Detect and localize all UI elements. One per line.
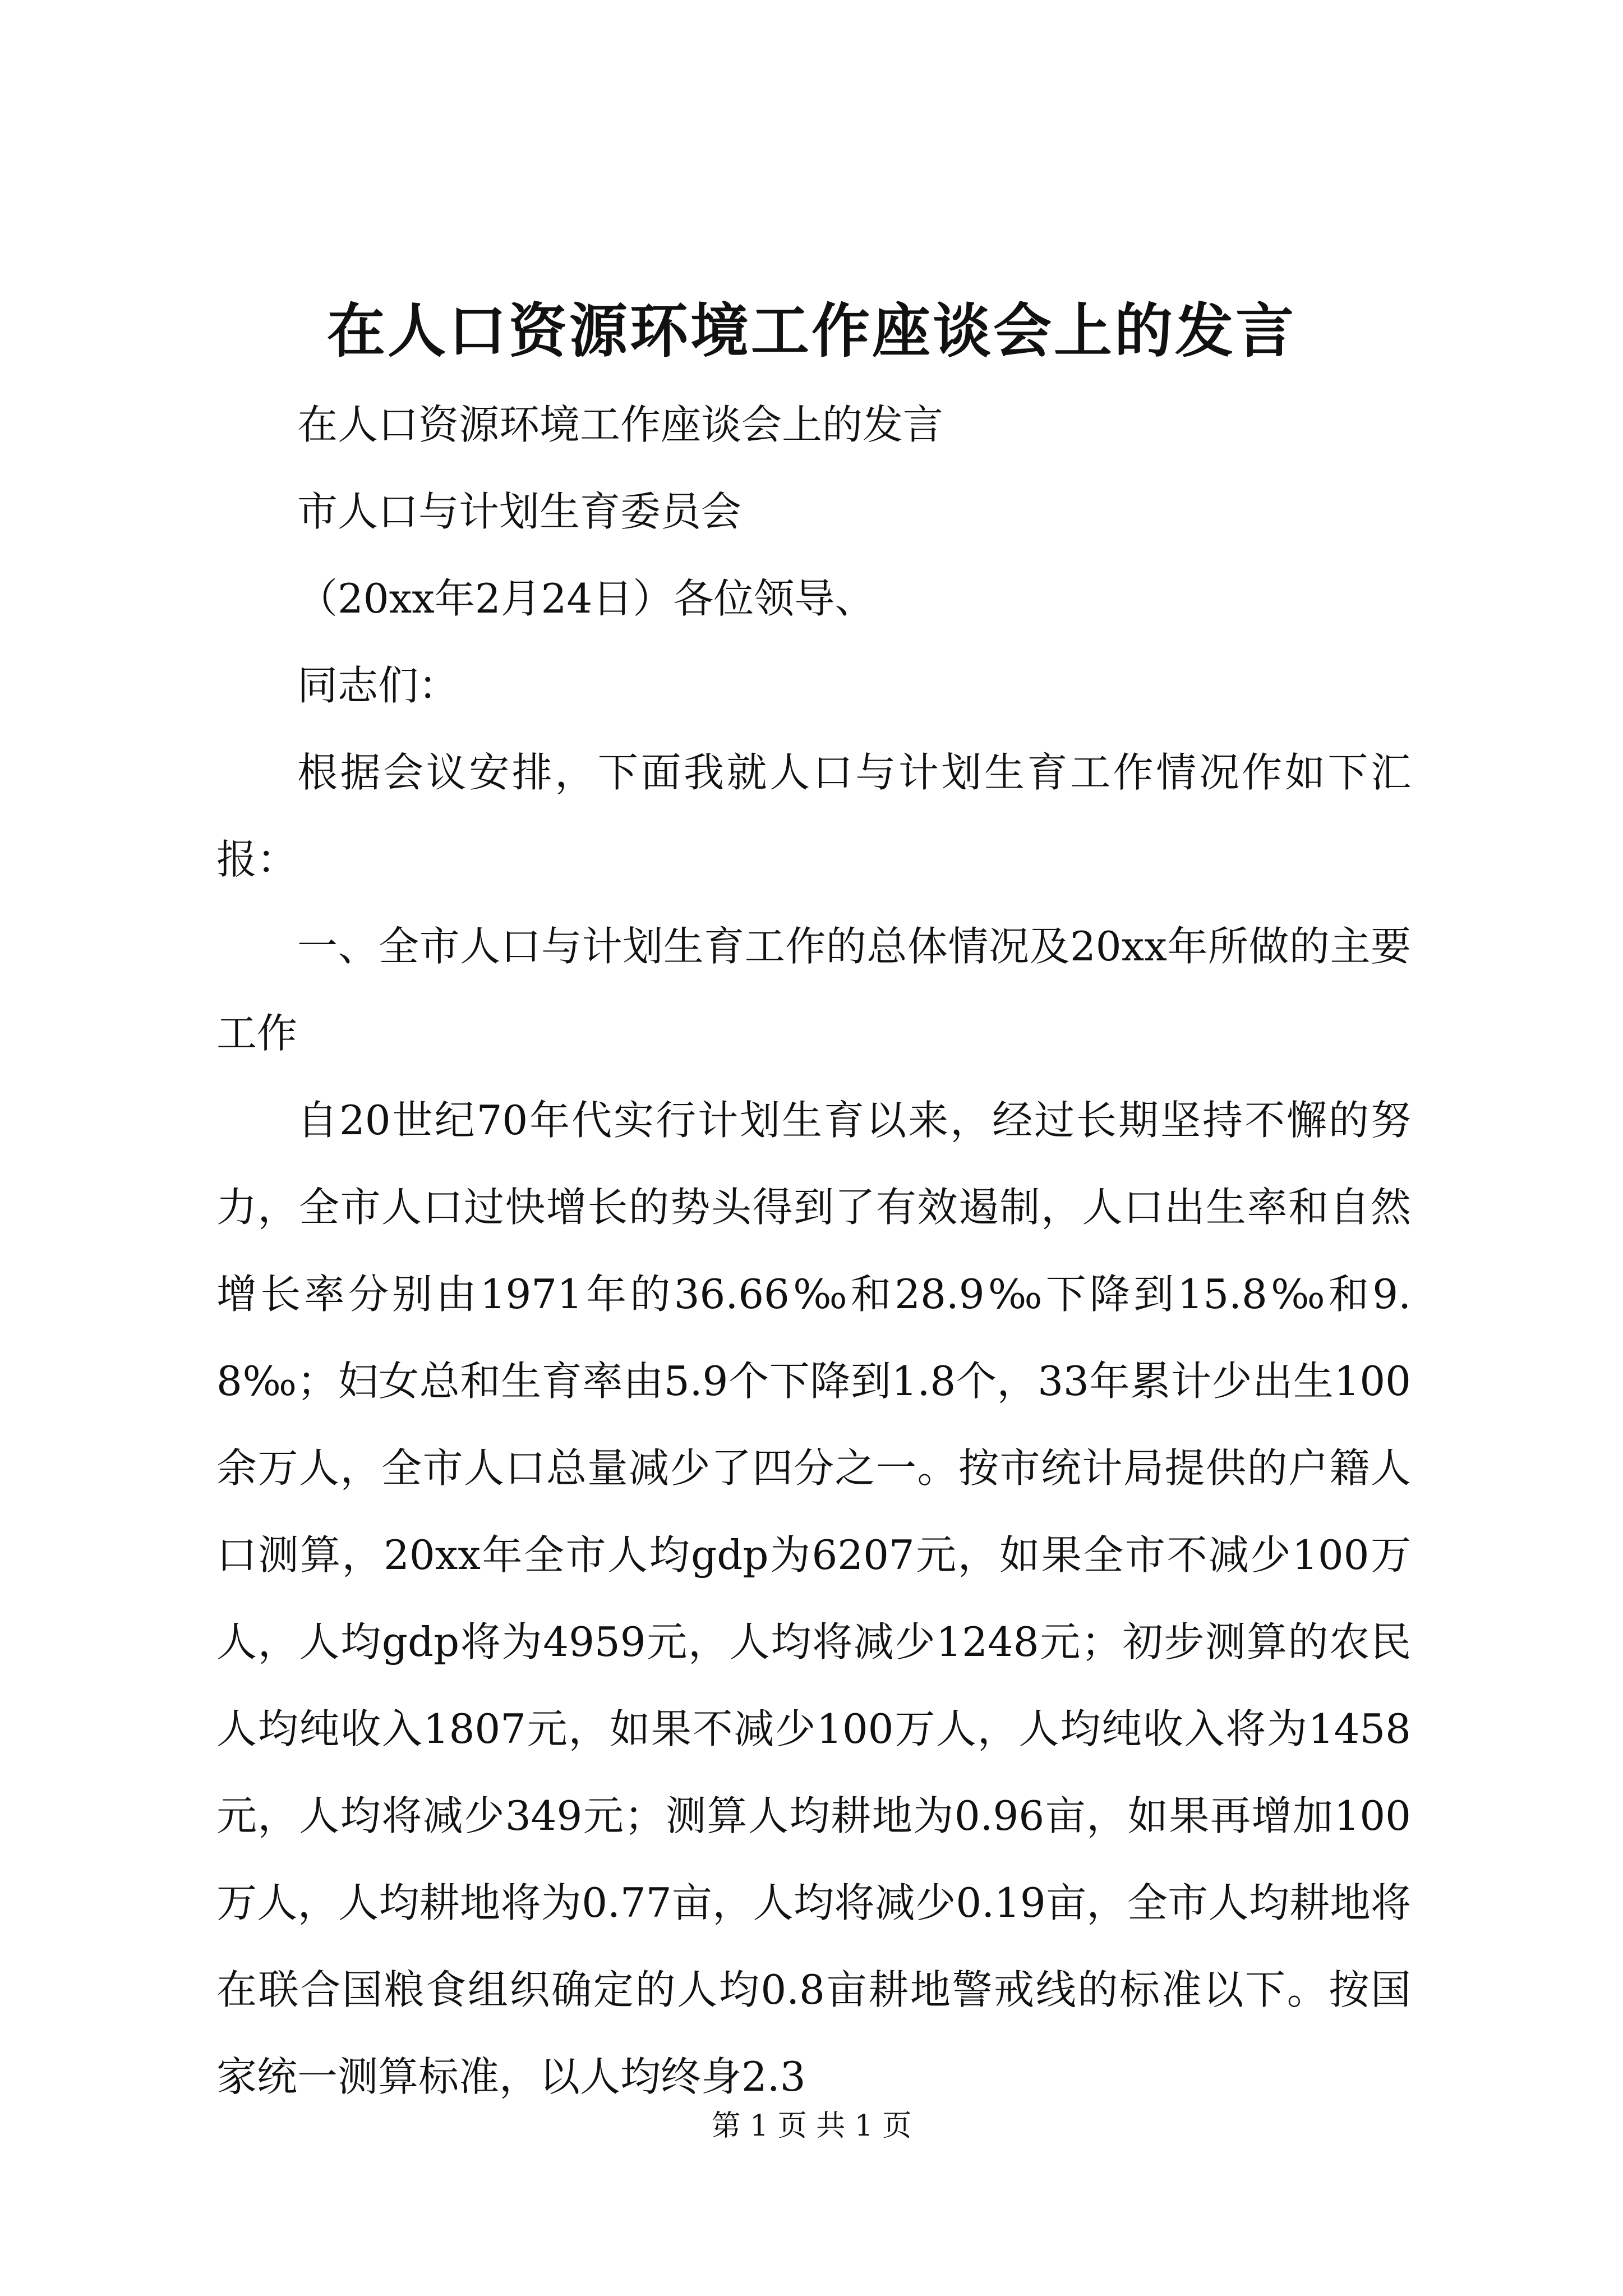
- document-title: 在人口资源环境工作座谈会上的发言: [326, 296, 1296, 365]
- paragraph-subtitle: 在人口资源环境工作座谈会上的发言: [297, 401, 944, 448]
- paragraph-date-salutation: （20xx年2月24日）各位领导、: [297, 575, 875, 622]
- page-footer: 第 1 页 共 1 页: [711, 2109, 912, 2143]
- paragraph-body: 自20世纪70年代实行计划生育以来，经过长期坚持不懈的努力，全市人口过快增长的势头得到了有效遏制，人口出生率和自然增长率分别由1971年的36.66‰和28.9‰下降到15.8‰和9.8‰；妇女总和生育率由5.9个下降到1.8个，33年累计少出生100余万人，全市人口总量减少了四分之一。按市统计局提供的户籍人口测算，20xx年全市人均gdp为6207元，如果全市不减少100万人，人均gdp将为4959元，人均将减少1248元；初步测算的农民人均纯收入1807元，如果不减少100万人，人均纯收入将为1458元，人均将减少349元；测算人均耕地为0.96亩，如果再增加100万人，人均耕地将为0.77亩，人均将减少0.19亩，全市人均耕地将在联合国粮食组织确定的人均0.8亩耕地警戒线的标准以下。按国家统一测算标准，以人均终身2.3: [216, 1097, 1411, 2100]
- paragraph-intro: 根据会议安排，下面我就人口与计划生育工作情况作如下汇报：: [216, 749, 1411, 883]
- document-body: [216, 381, 1411, 2120]
- paragraph-organization: 市人口与计划生育委员会: [297, 488, 742, 535]
- paragraph-section-heading: 一、全市人口与计划生育工作的总体情况及20xx年所做的主要工作: [216, 923, 1411, 1057]
- paragraph-salutation: 同志们：: [297, 662, 459, 709]
